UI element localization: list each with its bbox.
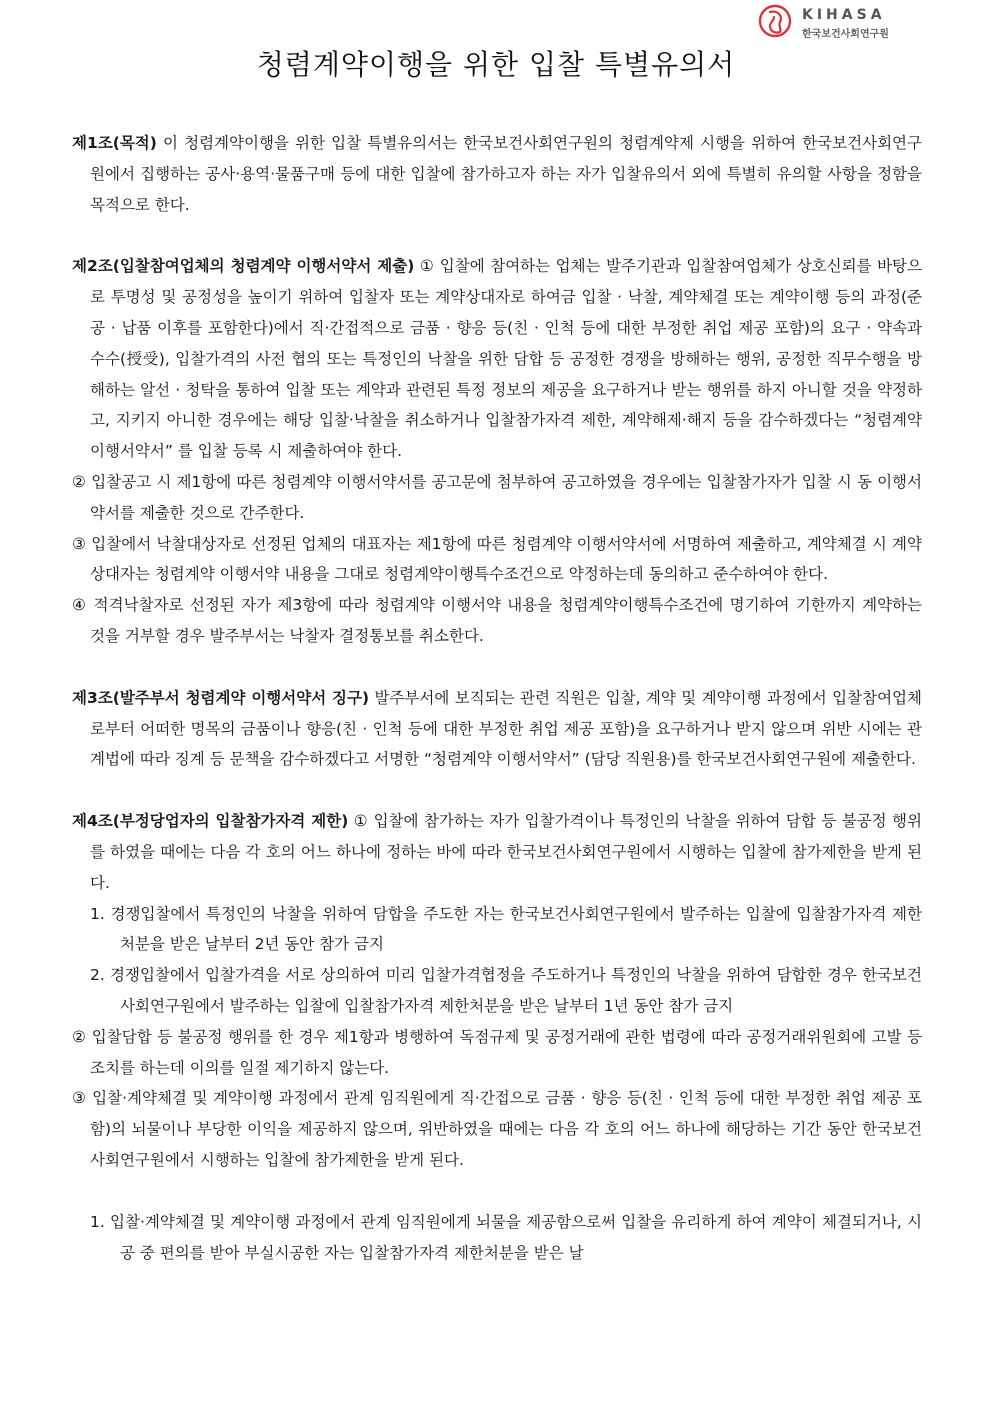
article-text: ① 입찰에 참가하는 자가 입찰가격이나 특정인의 낙찰을 위하여 담합 등 불공정 행위를 하였을 때에는 다음 각 호의 어느 하나에 정하는 바에 따라 한국보건사회연구원에서 시행하는 입찰에 참가제한을 받게 된다. — [90, 812, 922, 892]
article-text: 발주부서에 보직되는 관련 직원은 입찰, 계약 및 계약이행 과정에서 입찰참여업체로부터 어떠한 명목의 금품이나 향응(친 · 인척 등에 대한 부정한 취업 제공 포함)을 요구하거나 받지 않으며 위반 시에는 관계법에 따라 징계 등 문책을 감수하겠다고 서명한 “청렴계약 이행서약서” (담당 직원용)를 한국보건사회연구원에 제출한다. — [90, 688, 923, 769]
document-title: 청렴계약이행을 위한 입찰 특별유의서 — [256, 48, 736, 81]
article-paragraph — [72, 251, 922, 467]
article-paragraph: ③ 입찰·계약체결 및 계약이행 과정에서 관계 임직원에게 직·간접으로 금품 · 향응 등(친 · 인척 등에 대한 부정한 취업 제공 포함)의 뇌물이나 부당한 이익을 제공하지 않으며, 위반하였을 때에는 다음 각 호의 어느 하나에 해당하는 기간 동안 한국보건사회연구원에서 시행하는 입찰에 참가제한을 받게 된다. — [72, 1089, 922, 1169]
article-paragraph — [72, 806, 922, 898]
article-paragraph: ④ 적격낙찰자로 선정된 자가 제3항에 따라 청렴계약 이행서약 내용을 청렴계약이행특수조건에 명기하여 기한까지 계약하는 것을 거부할 경우 발주부서는 낙찰자 결정통보를 취소한다. — [72, 596, 922, 645]
article-3 — [72, 683, 922, 775]
kihasa-logo-icon — [758, 4, 792, 38]
list-item: 2. 경쟁입찰에서 입찰가격을 서로 상의하여 미리 입찰가격협정을 주도하거나 특정인의 낙찰을 위하여 담합한 경우 한국보건사회연구원에서 발주하는 입찰에 입찰참가자격 제한처분을 받은 날부터 1년 동안 참가 금지 — [90, 966, 922, 1015]
list-item: 1. 경쟁입찰에서 특정인의 낙찰을 위하여 담합을 주도한 자는 한국보건사회연구원에서 발주하는 입찰에 입찰참가자격 제한처분을 받은 날부터 2년 동안 참가 금지 — [90, 904, 922, 954]
article-heading: 제4조(부정당업자의 입찰참가자격 제한) — [72, 812, 349, 831]
article-paragraph — [72, 128, 922, 220]
article-heading: 제1조(목적) — [72, 134, 157, 152]
article-paragraph — [72, 683, 922, 775]
article-heading: 제3조(발주부서 청렴계약 이행서약서 징구) — [72, 688, 370, 707]
kihasa-logo — [758, 4, 918, 40]
logo-org-text: 한국보건사회연구원 — [802, 29, 889, 40]
article-text: ① 입찰에 참여하는 업체는 발주기관과 입찰참여업체가 상호신뢰를 바탕으로 투명성 및 공정성을 높이기 위하여 입찰자 또는 계약상대자로 하여금 입찰 · 낙찰, 계약체결 또는 계약이행 등의 과정(준공 · 납품 이후를 포함한다)에서 직·간접적으로 금품 · 향응 등(친 · 인척 등에 대한 부정한 취업 제공 포함)의 요구 · 약속과 수수(授受), 입찰가격의 사전 협의 또는 특정인의 낙찰을 위한 담합 등 공정한 경쟁을 방해하는 행위, 공정한 직무수행을 방해하는 알선 · 청탁을 통하여 입찰 또는 계약과 관련된 특정 정보의 제공을 요구하거나 받는 행위를 하지 아니할 것을 약정하고, 지키지 아니한 경우에는 해당 입찰·낙찰을 취소하거나 입찰참가자격 제한, 계약해제·해지 등을 감수하겠다는 “청렴계약 이행서약서” 를 입찰 등록 시 제출하여야 한다. — [90, 257, 922, 461]
article-text: 이 청렴계약이행을 위한 입찰 특별유의서는 한국보건사회연구원의 청렴계약제 시행을 위하여 한국보건사회연구원에서 집행하는 공사·용역·물품구매 등에 대한 입찰에 참가하고자 하는 자가 입찰유의서 외에 특별히 유의할 사항을 정함을 목적으로 한다. — [90, 134, 922, 214]
article-paragraph: ② 입찰공고 시 제1항에 따른 청렴계약 이행서약서를 공고문에 첨부하여 공고하였을 경우에는 입찰참가자가 입찰 시 동 이행서약서를 제출한 것으로 간주한다. — [72, 472, 922, 522]
article-2 — [72, 251, 922, 651]
article-paragraph: ③ 입찰에서 낙찰대상자로 선정된 업체의 대표자는 제1항에 따른 청렴계약 이행서약서에 서명하여 제출하고, 계약체결 시 계약상대자는 청렴계약 이행서약 내용을 그대로 청렴계약이행특수조건으로 약정하는데 동의하고 준수하여야 한다. — [72, 534, 922, 584]
article-4 — [72, 806, 922, 1268]
list-item: 1. 입찰·계약체결 및 계약이행 과정에서 관계 임직원에게 뇌물을 제공함으로써 입찰을 유리하게 하여 계약이 체결되거나, 시공 중 편의를 받아 부실시공한 자는 입찰참가자격 제한처분을 받은 날 — [90, 1212, 922, 1262]
article-paragraph: ② 입찰담합 등 불공정 행위를 한 경우 제1항과 병행하여 독점규제 및 공정거래에 관한 법령에 따라 공정거래위원회에 고발 등 조치를 하는데 이의를 일절 제기하지 않는다. — [72, 1027, 922, 1077]
article-1 — [72, 128, 922, 220]
spacer — [72, 1176, 922, 1207]
article-heading: 제2조(입찰참여업체의 청렴계약 이행서약서 제출) — [72, 257, 415, 276]
logo-brand-text: KIHASA — [802, 7, 886, 23]
document-body — [72, 128, 922, 1299]
